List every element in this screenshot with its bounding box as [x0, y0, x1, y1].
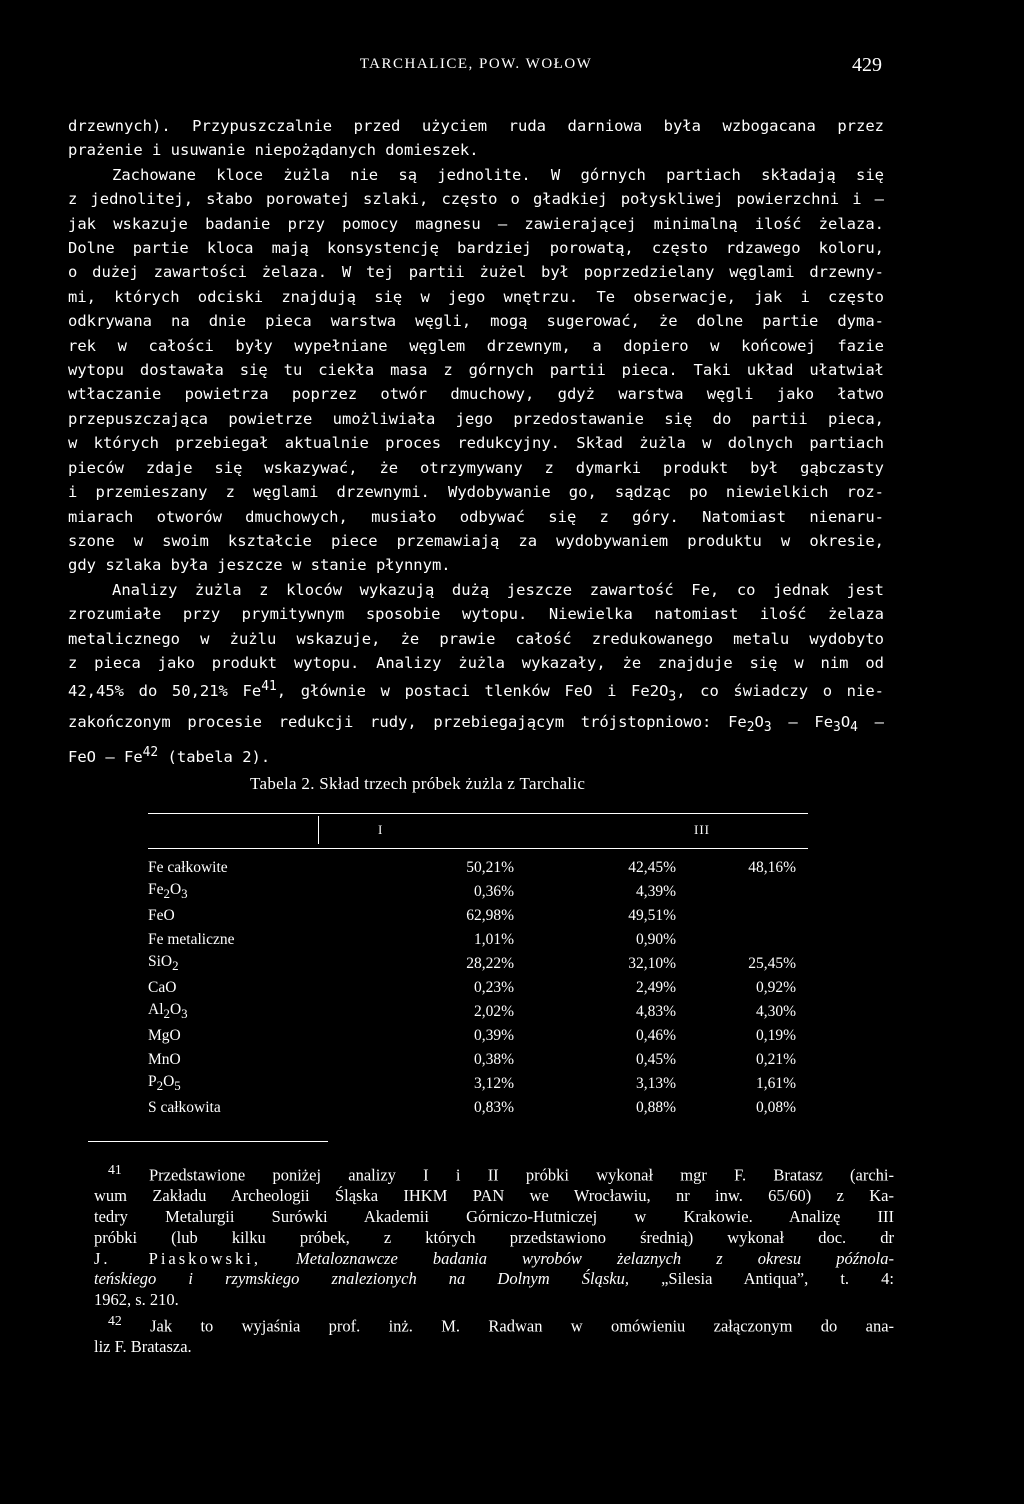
text-line: metalicznego w żużlu wskazuje, że prawie całość zredukowanego metalu wydobyto	[68, 629, 884, 648]
column-header-III: III	[694, 822, 710, 837]
table-top-rule	[148, 813, 808, 814]
cell-v3	[676, 904, 796, 928]
cell-v2: 0,46%	[635, 1027, 676, 1044]
text-line: wtłaczanie powietrza poprzez otwór dmuchowy, gdyż warstwa węgli jako łatwo	[68, 385, 884, 404]
text-line: miarach otworów dmuchowych, musiało odbywać się z góry. Natomiast nienaru-	[68, 507, 884, 526]
cell-v1: 50,21%	[466, 859, 514, 876]
row-label: Fe całkowite	[148, 859, 228, 876]
row-label: MgO	[148, 1027, 181, 1044]
text-line: wum Zakładu Archeologii Śląska IHKM PAN we Wrocławiu, nr inw. 65/60) z Ka-	[94, 1186, 894, 1206]
table-row	[148, 904, 796, 928]
cell-v3: 1,61%	[755, 1075, 796, 1092]
cell-v1: 2,02%	[473, 1003, 514, 1020]
text-line: Zachowane kloce żużla nie są jednolite. W górnych partiach składają się	[112, 165, 884, 184]
text-line: z jednolitej, słabo porowatej szlaki, często o gładkiej połyskliwej powierzchni i —	[68, 190, 884, 209]
row-label: $Fe_2O_3$	[148, 881, 188, 902]
page-number: 429	[852, 54, 882, 76]
table-row	[148, 1000, 796, 1024]
cell-v3: 4,30%	[755, 1003, 796, 1020]
table-row	[148, 1096, 796, 1120]
text-line: 1962, s. 210.	[94, 1290, 179, 1310]
footnote-ref-42: 42	[142, 744, 159, 760]
cell-v2: 0,88%	[635, 1099, 676, 1116]
cell-v1: 0,36%	[473, 883, 514, 900]
table-row	[148, 1048, 796, 1072]
text-line: jak wskazuje badanie przy pomocy magnesu — zawierającej minimalną ilość żelaza.	[68, 214, 884, 233]
cell-v3: 0,19%	[755, 1027, 796, 1044]
cell-v3: 0,08%	[755, 1099, 796, 1116]
cell-v1: 0,23%	[473, 979, 514, 996]
footnotes	[94, 1160, 894, 1358]
text-line: z pieca jako produkt wytopu. Analizy żużla wykazały, że znajduje się w nim od	[68, 653, 884, 672]
text-line: tedry Metalurgii Surówki Akademii Górniczo-Hutniczej w Krakowie. Analizę III	[94, 1207, 894, 1227]
paragraph-3	[68, 578, 884, 676]
cell-v1: 28,22%	[466, 955, 514, 972]
footnote-41	[94, 1160, 894, 1249]
footnote-42	[94, 1311, 894, 1358]
footnote-separator	[88, 1141, 328, 1142]
running-title: TARCHALICE, POW. WOŁOW	[359, 56, 593, 72]
text-line: liz F. Bratasza.	[94, 1337, 192, 1357]
text-line: zrozumiałe przy prymitywnym sposobie wytopu. Niewielka natomiast ilość żelaza	[68, 605, 884, 624]
text-line: rek w całości były wypełniane węglem drzewnym, a dopiero w końcowej fazie	[68, 336, 884, 355]
page-header	[70, 56, 882, 86]
text-line: $^{41}$ Przedstawione poniżej analizy I i II próbki wykonał mgr F. Bratasz (archi-	[108, 1162, 895, 1185]
table-row	[148, 880, 796, 904]
footnote-ref-41: 41	[261, 679, 277, 695]
row-label: Fe metaliczne	[148, 931, 235, 948]
text-line: $^{42}$ Jak to wyjaśnia prof. inż. M. Radwan w omówieniu załączonym do ana-	[108, 1313, 895, 1336]
text-line: teńskiego i rzymskiego znalezionych na Dolnym Śląsku, „Silesia Antiqua”, t. 4:	[94, 1269, 894, 1289]
text-line: gdy szlaka była jeszcze w stanie płynnym.	[68, 556, 451, 575]
table-row	[148, 1024, 796, 1048]
table-row	[148, 856, 796, 880]
table-header-divider	[318, 816, 319, 844]
text-line: odkrywana na dnie pieca warstwa węgli, mogą sugerować, że dolne partie dyma-	[68, 312, 884, 331]
text-line: szone w swoim kształcie piece przemawiają za wydobywaniem produktu w okresie,	[68, 531, 884, 550]
cell-v2: 0,90%	[635, 931, 676, 948]
row-label: $Al_2O_3$	[148, 1001, 188, 1022]
cell-v2: 42,45%	[628, 859, 676, 876]
paragraph-2	[68, 163, 884, 578]
text-line: w których przebiegał aktualnie proces redukcyjny. Skład żużla w dolnych partiach	[68, 434, 884, 453]
row-label: CaO	[148, 979, 177, 996]
column-header-I: I	[378, 822, 384, 837]
cell-v1: 0,83%	[473, 1099, 514, 1116]
text-line: Analizy żużla z kloców wykazują dużą jeszcze zawartość Fe, co jednak jest	[112, 580, 884, 599]
cell-v3: 0,21%	[755, 1051, 796, 1068]
row-label: $P_2O_5$	[148, 1073, 181, 1094]
table-row	[148, 1072, 796, 1096]
footnote-number: 42	[108, 1313, 122, 1329]
paragraph-1	[68, 114, 884, 163]
text-line: próbki (lub kilku próbek, z których przedstawiono średnią) wykonał doc. dr	[94, 1227, 894, 1247]
text-line: prażenie i usuwanie niepożądanych domieszek.	[68, 141, 479, 160]
cell-v2: 49,51%	[628, 907, 676, 924]
text-line: pieców zdaje się wskazywać, że otrzymywany z dymarki produkt był gąbczasty	[68, 458, 884, 477]
table-row	[148, 976, 796, 1000]
cell-v2: 4,83%	[635, 1003, 676, 1020]
footnote-number: 41	[108, 1162, 122, 1177]
text-line: mi, których odciski znajdują się w jego wnętrzu. Te obserwacje, jak i często	[68, 287, 884, 306]
text-line: o dużej zawartości żelaza. W tej partii żużel był poprzedzielany węglami drzewny-	[68, 263, 884, 282]
cell-v3: 0,92%	[755, 979, 796, 996]
cell-v3: 25,45%	[748, 955, 796, 972]
text-line: FeO — Fe$^{42}$ (tabela 2).	[68, 744, 271, 766]
text-line: J. Piaskowski, Metaloznawcze badania wyrobów żelaznych z okresu późnola-	[94, 1248, 895, 1268]
text-line: 42,45% do 50,21% Fe$^{41}$, głównie w postaci tlenków FeO i $Fe2O_3$, co świadczy o nie-	[68, 679, 884, 705]
row-label: S całkowita	[148, 1099, 221, 1116]
text-line: zakończonym procesie redukcji rudy, przebiegającym trójstopniowo: $Fe_2O_3$ — $Fe_3O_4$ —	[68, 713, 884, 736]
cell-v1: 1,01%	[473, 931, 514, 948]
text-line: przepuszczająca powietrze umożliwiała jego przedostawanie się do partii pieca,	[68, 409, 884, 428]
table-row	[148, 928, 796, 952]
table-row	[148, 952, 796, 976]
text-line: wytopu dostawała się tu ciekła masa z górnych partii pieca. Taki układ ułatwiał	[68, 361, 884, 380]
composition-table	[148, 856, 796, 1120]
cell-v2: 2,49%	[635, 979, 676, 996]
cell-v2: 4,39%	[635, 883, 676, 900]
cell-v1: 62,98%	[466, 907, 514, 924]
cell-v1: 0,39%	[473, 1027, 514, 1044]
table-caption: Tabela 2. Skład trzech próbek żużla z Tarchalic	[250, 774, 586, 793]
text-line: drzewnych). Przypuszczalnie przed użyciem ruda darniowa była wzbogacana przez	[68, 117, 884, 135]
cell-v3	[676, 880, 796, 904]
row-label: SiO$_2$	[148, 953, 179, 974]
cell-v2: 32,10%	[628, 955, 676, 972]
row-label: FeO	[148, 907, 175, 924]
cell-v3	[676, 928, 796, 952]
cell-v1: 0,38%	[473, 1051, 514, 1068]
body-text	[68, 114, 884, 769]
footnote-author: J. Piaskowski,	[94, 1248, 261, 1268]
text-line: i przemieszany z węglami drzewnymi. Wydobywanie go, sądząc po niewielkich roz-	[68, 483, 884, 502]
cell-v2: 0,45%	[635, 1051, 676, 1068]
cell-v2: 3,13%	[635, 1075, 676, 1092]
text-line: Dolne partie kloca mają konsystencję bardziej porowatą, często rdzawego koloru,	[68, 239, 884, 258]
row-label: MnO	[148, 1051, 181, 1068]
table-header-rule	[148, 848, 808, 849]
cell-v3: 48,16%	[748, 859, 796, 876]
cell-v1: 3,12%	[473, 1075, 514, 1092]
